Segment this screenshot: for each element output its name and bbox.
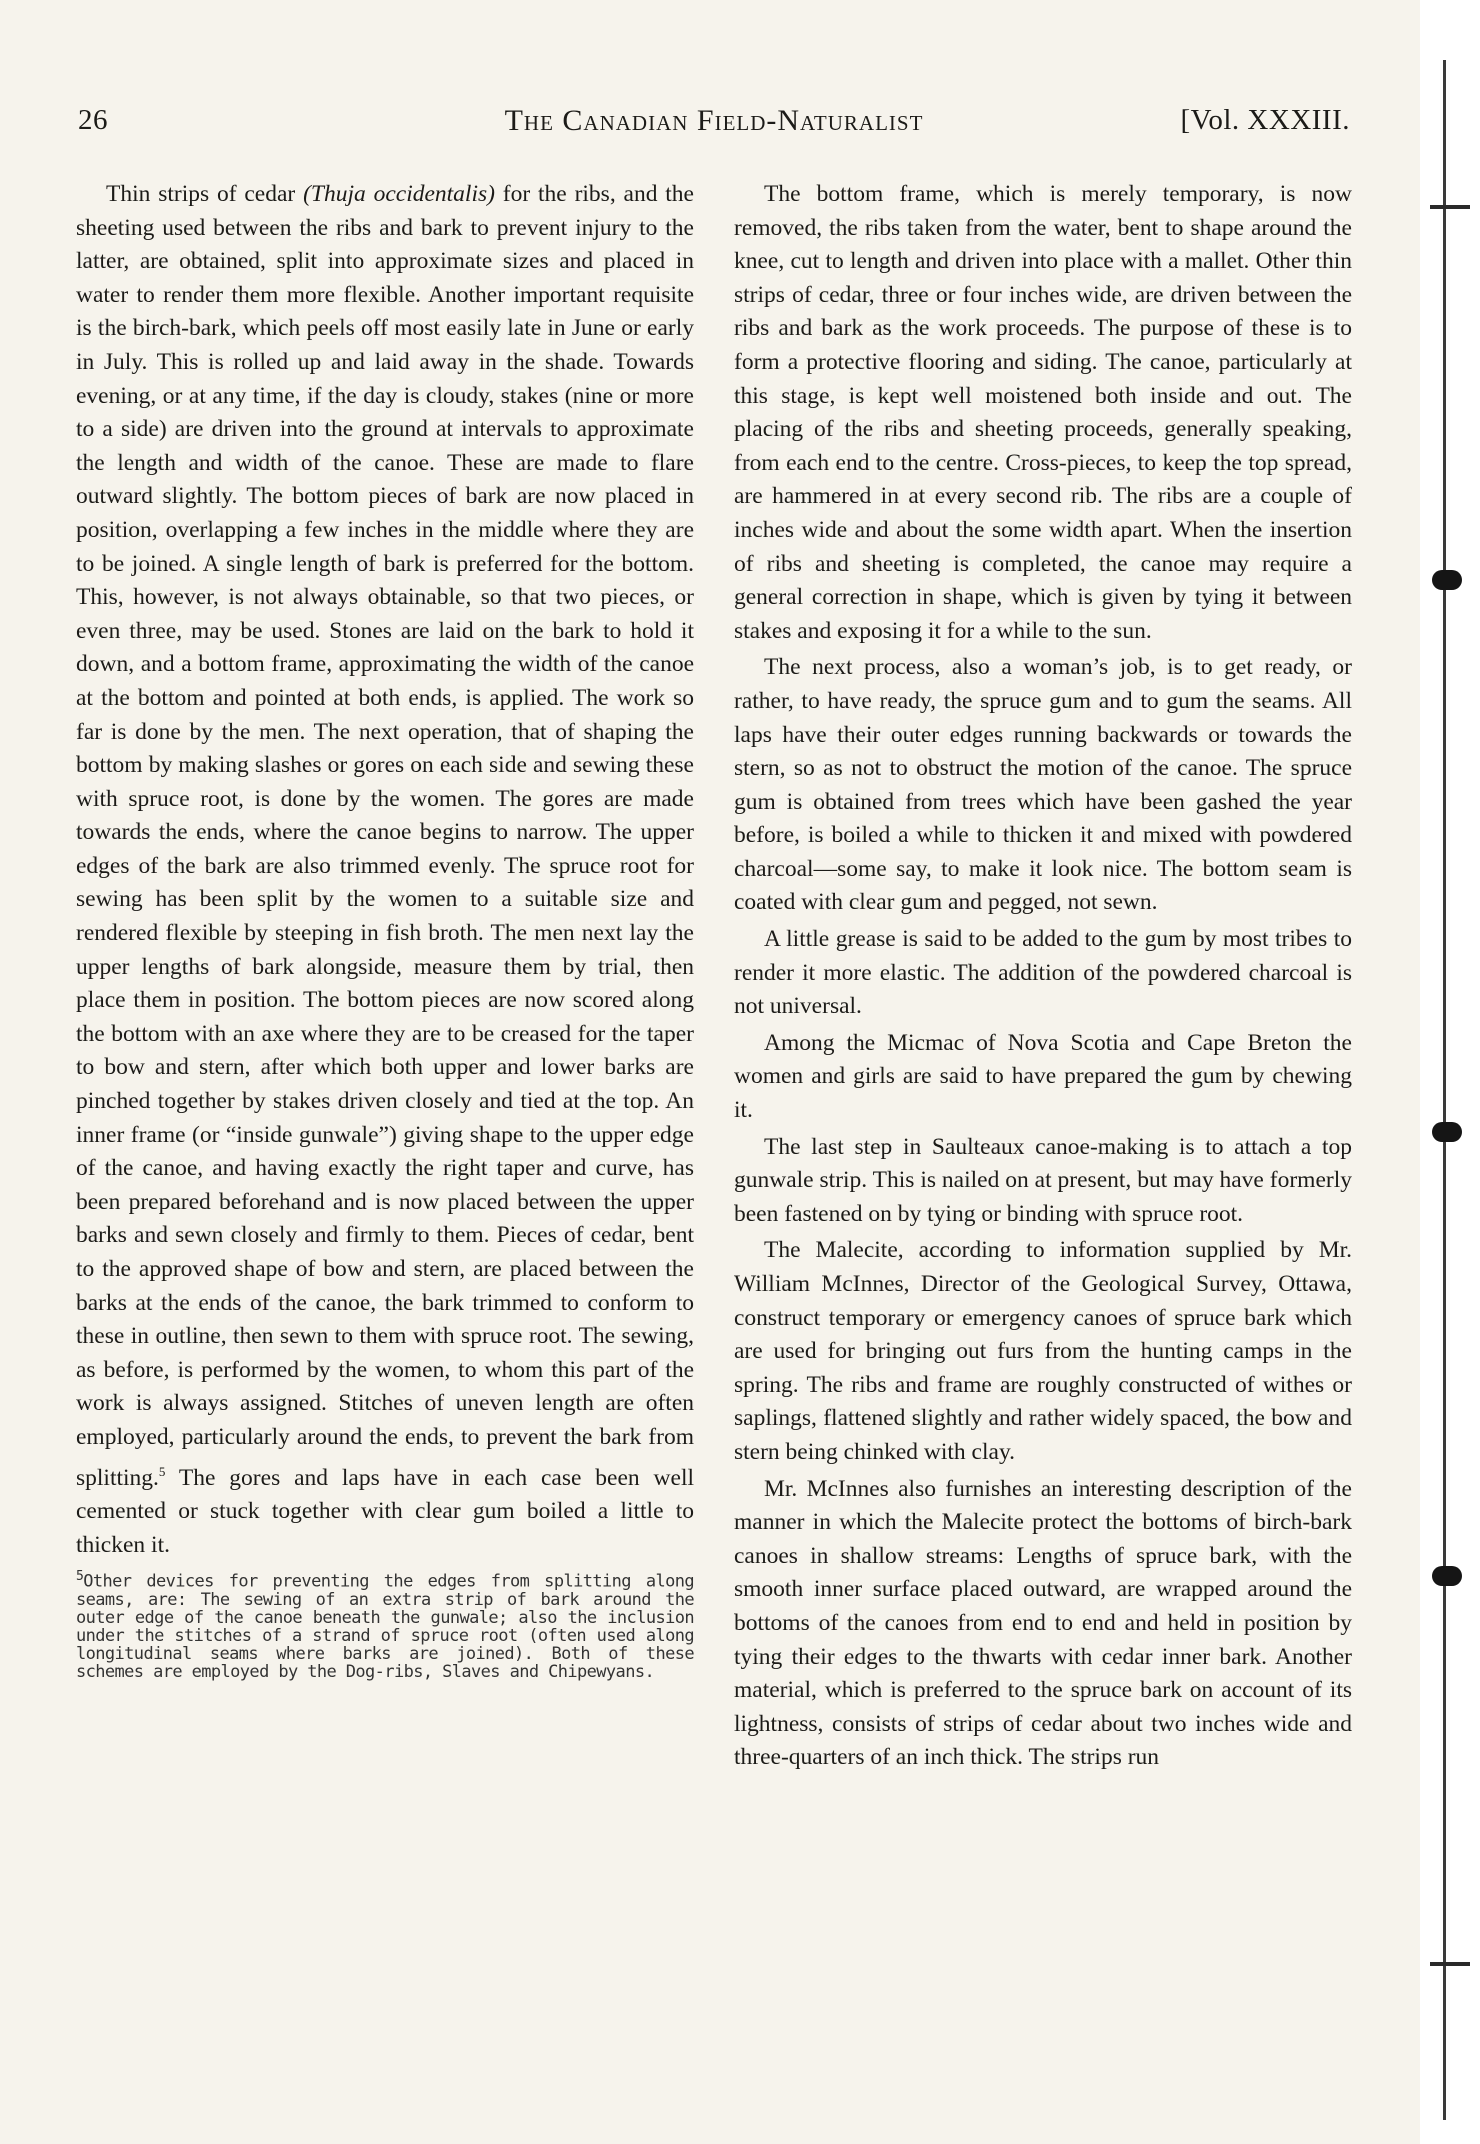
text-run: Thin strips of cedar xyxy=(106,181,296,207)
volume-label: [Vol. XXXIII. xyxy=(1180,104,1350,136)
paragraph: The bottom frame, which is merely temporary, is now removed, the ribs taken from the water, bent to shape around the knee, cut to length and driven into place with a mallet. Other thin strips of cedar, three or four inches wide, are driven between the ribs and bark as the work proceeds. The purpose of these is to form a protective flooring and siding. The canoe, particularly at this stage, is kept well moistened both inside and out. The placing of the ribs and sheeting proceeds, generally speaking, from each end to the centre. Cross-pieces, to keep the top spread, are hammered in at every second rib. The ribs are a couple of inches wide and about the some width apart. When the insertion of ribs and sheeting is completed, the canoe may require a general correction in shape, which is given by tying it between stakes and exposing it for a while to the sun. xyxy=(734,181,1352,644)
paragraph: A little grease is said to be added to the gum by most tribes to render it more elastic. The addition of the powdered charcoal is not universal. xyxy=(734,926,1352,1020)
binding-tick xyxy=(1430,205,1470,209)
paragraph: Mr. McInnes also furnishes an interesting description of the manner in which the Malecite protect the bottoms of birch-bark canoes in shallow streams: Lengths of spruce bark, with the smooth inner surface placed outward, are wrapped around the bottoms of the canoes from end to end and held in position by tying their edges to the thwarts with cedar inner bark. Another material, which is preferred to the spruce bark on account of its lightness, consists of strips of cedar about two inches wide and three-quarters of an inch thick. The strips run xyxy=(734,1475,1352,1771)
binding-clip xyxy=(1432,1122,1462,1142)
footnote-ref: 5 xyxy=(158,1463,166,1479)
footnote xyxy=(76,1568,694,1681)
right-column xyxy=(734,178,1352,1775)
binding-clip xyxy=(1432,570,1462,590)
paragraph: The next process, also a woman’s job, is to get ready, or rather, to have ready, the spruce gum and to gum the seams. All laps have their outer edges running backwards or towards the stern, so as not to obstruct the motion of the canoe. The spruce gum is obtained from trees which have been gashed the year before, is boiled a while to thicken it and mixed with powdered charcoal—some say, to make it look nice. The bottom seam is coated with clear gum and pegged, not sewn. xyxy=(734,654,1352,916)
paragraph: The Malecite, according to information supplied by Mr. William McInnes, Director of the Geological Survey, Ottawa, construct temporary or emergency canoes of spruce bark which are used for bringing out furs from the hunting camps in the spring. The ribs and frame are roughly constructed of withes or saplings, flattened slightly and rather widely spaced, the bow and stern being chinked with clay. xyxy=(734,1237,1352,1465)
latin-name: (Thuja occidentalis) xyxy=(303,181,495,207)
paragraph: The last step in Saulteaux canoe-making is to attach a top gunwale strip. This is nailed on at present, but may have formerly been fastened on by tying or binding with spruce root. xyxy=(734,1133,1352,1227)
paragraph: Among the Micmac of Nova Scotia and Cape Breton the women and girls are said to have prepared the gum by chewing it. xyxy=(734,1029,1352,1124)
footnote-marker: 5 xyxy=(76,1569,84,1585)
page-number: 26 xyxy=(78,104,108,136)
text-run: for the ribs, and the sheeting used between the ribs and bark to prevent injury to the latter, are obtained, split into approximate sizes and placed in water to render them more flexible. Another important requisite is the birch-bark, which peels off most easily late in June or early in July. This is rolled up and laid away in the shade. Towards evening, or at any time, if the day is cloudy, stakes (nine or more to a side) are driven into the ground at intervals to approximate the length and width of the canoe. These are made to flare outward slightly. The bottom pieces of bark are now placed in position, overlapping a few inches in the middle where they are to be joined. A single length of bark is preferred for the bottom. This, however, is not always obtainable, so that two pieces, or even three, may be used. Stones are laid on the bark to hold it down, and a bottom frame, approximating the width of the canoe at the bottom and pointed at both ends, is applied. The work so far is done by the men. The next operation, that of shaping the bottom by making slashes or gores on each side and sewing these with spruce root, is done by the women. The gores are made towards the ends, where the canoe begins to narrow. The upper edges of the bark are also trimmed evenly. The spruce root for sewing has been split by the women to a suitable size and rendered flexible by steeping in fish broth. The men next lay the upper lengths of bark alongside, measure them by trial, then place them in position. The bottom pieces are now scored along the bottom with an axe where they are to be creased for the taper to bow and stern, after which both upper and lower barks are pinched together by stakes driven closely and tied at the top. An inner frame (or “inside gunwale”) giving shape to the upper edge of the canoe, and having exactly the right taper and curve, has been prepared beforehand and is now placed between the upper barks and sewn closely and firmly to them. Pieces of cedar, bent to the approved shape of bow and stern, are placed between the barks at the ends of the canoe, the bark trimmed to conform to these in outline, then sewn to them with spruce root. The sewing, as before, is performed by the women, to whom this part of the work is always assigned. Stitches of uneven length are often employed, particularly around the ends, to prevent the bark from splitting. xyxy=(76,181,694,1491)
running-header xyxy=(78,104,1350,144)
binding-rod xyxy=(1443,60,1446,2120)
paragraph xyxy=(76,178,694,1562)
text-run: The gores and laps have in each case been well cemented or stuck together with clear gum boiled a little to thicken it. xyxy=(76,1464,694,1558)
journal-title: The Canadian Field-Naturalist xyxy=(504,104,924,137)
binding-edge xyxy=(1420,0,1480,2144)
binding-clip xyxy=(1432,1566,1462,1586)
left-column xyxy=(76,178,694,1681)
binding-tick xyxy=(1430,1962,1470,1966)
footnote-text: Other devices for preventing the edges from splitting along seams, are: The sewing of an extra strip of bark around the outer edge of the canoe beneath the gunwale; also the inclusion under the stitches of a strand of spruce root (often used along longitudinal seams where barks are joined). Both of these schemes are employed by the Dog-ribs, Slaves and Chipewyans. xyxy=(76,1571,694,1682)
